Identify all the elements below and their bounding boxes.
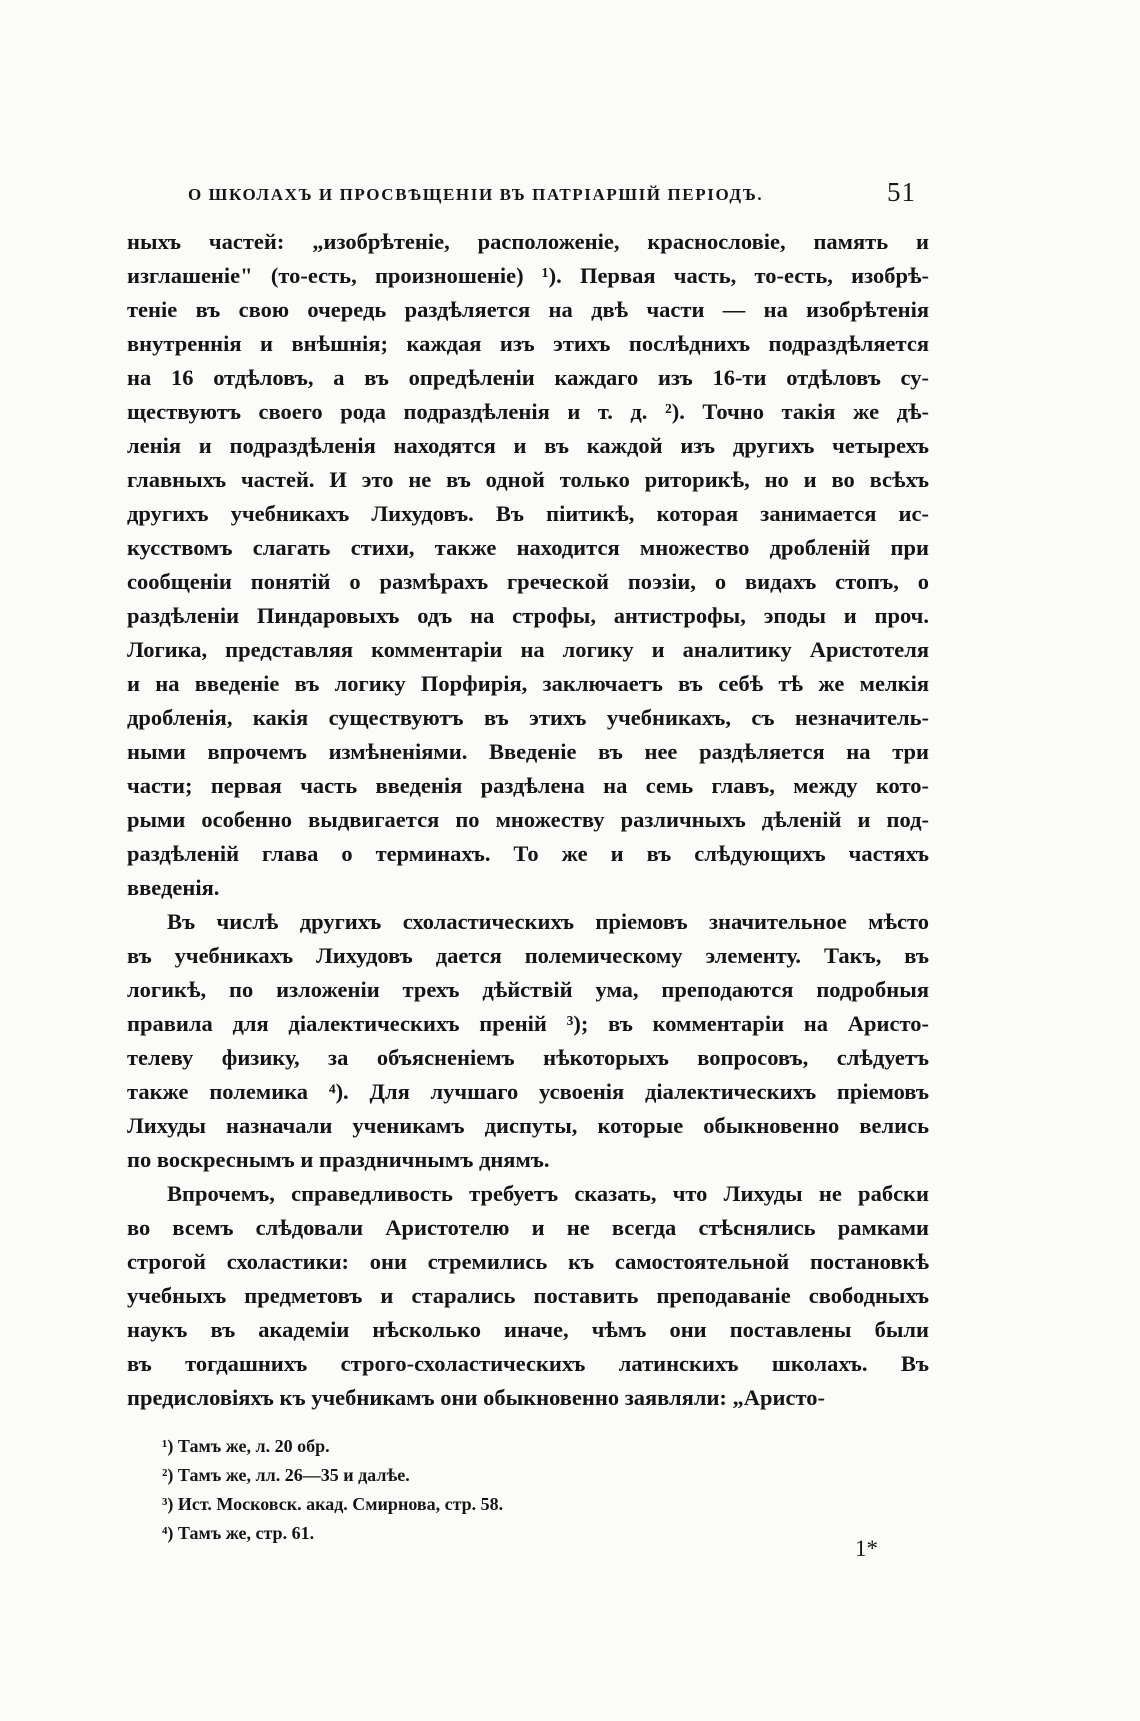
text-line: также полемика ⁴). Для лучшаго усвоенія діалектическихъ пріемовъ: [127, 1079, 929, 1104]
footnote-mark: ⁴): [162, 1523, 174, 1543]
text-line: телеву физику, за объясненіемъ нѣкоторыхъ вопросовъ, слѣдуетъ: [127, 1045, 929, 1070]
text-line: главныхъ частей. И это не въ одной только риторикѣ, но и во всѣхъ: [127, 467, 929, 492]
text-line: на 16 отдѣловъ, а въ опредѣленіи каждаго изъ 16-ти отдѣловъ су-: [127, 365, 929, 390]
text-line: правила для діалектическихъ преній ³); въ комментаріи на Аристо-: [127, 1011, 929, 1036]
text-line: ными впрочемъ измѣненіями. Введеніе въ нее раздѣляется на три: [127, 739, 929, 764]
text-line: и на введеніе въ логику Порфирія, заключаетъ въ себѣ тѣ же мелкія: [127, 671, 929, 696]
text-line: строгой схоластики: они стремились къ самостоятельной постановкѣ: [127, 1249, 929, 1274]
text-line: наукъ въ академіи нѣсколько иначе, чѣмъ они поставлены были: [127, 1317, 929, 1342]
running-head: О ШКОЛАХЪ И ПРОСВѢЩЕНІИ ВЪ ПАТРІАРШІЙ ПЕРІОДЪ.: [188, 185, 764, 204]
text-line: другихъ учебникахъ Лихудовъ. Въ піитикѣ, которая занимается ис-: [127, 501, 929, 526]
footnote: [162, 1519, 662, 1548]
text-line: ныхъ частей: „изобрѣтеніе, расположеніе, краснословіе, память и: [127, 229, 929, 254]
text-line: дробленія, какія существуютъ въ этихъ учебникахъ, съ незначитель-: [127, 705, 929, 730]
text-line: логикѣ, по изложеніи трехъ дѣйствій ума, преподаются подробныя: [127, 977, 929, 1002]
text-line: раздѣленій глава о терминахъ. То же и въ слѣдующихъ частяхъ: [127, 841, 929, 866]
signature-mark: 1*: [855, 1536, 878, 1561]
body-text: [127, 225, 929, 1415]
text-line: учебныхъ предметовъ и старались поставить преподаваніе свободныхъ: [127, 1283, 929, 1308]
footnote: [162, 1461, 662, 1490]
footnotes: [162, 1432, 662, 1548]
text-line: раздѣленіи Пиндаровыхъ одъ на строфы, антистрофы, эподы и проч.: [127, 603, 929, 628]
text-line: изглашеніе" (то-есть, произношеніе) ¹). Первая часть, то-есть, изобрѣ-: [127, 263, 929, 288]
text-line: во всемъ слѣдовали Аристотелю и не всегда стѣснялись рамками: [127, 1215, 929, 1240]
text-line: Логика, представляя комментаріи на логику и аналитику Аристотеля: [127, 637, 929, 662]
text-line: по воскреснымъ и праздничнымъ днямъ.: [127, 1147, 550, 1172]
footnote-text: Ист. Московск. акад. Смирнова, стр. 58.: [177, 1494, 504, 1514]
text-line: части; первая часть введенія раздѣлена на семь главъ, между кото-: [127, 773, 929, 798]
text-line: въ тогдашнихъ строго-схоластическихъ латинскихъ школахъ. Въ: [127, 1351, 929, 1376]
text-line: ществуютъ своего рода подраздѣленія и т. д. ²). Точно такія же дѣ-: [127, 399, 929, 424]
text-line: внутреннія и внѣшнія; каждая изъ этихъ послѣднихъ подраздѣляется: [127, 331, 929, 356]
text-line: Впрочемъ, справедливость требуетъ сказать, что Лихуды не рабски: [167, 1181, 929, 1206]
text-line: сообщеніи понятій о размѣрахъ греческой поэзіи, о видахъ стопъ, о: [127, 569, 929, 594]
page-number: 51: [887, 177, 916, 207]
text-line: предисловіяхъ къ учебникамъ они обыкновенно заявляли: „Аристо-: [127, 1385, 825, 1410]
text-line: кусствомъ слагать стихи, также находится множество дробленій при: [127, 535, 929, 560]
footnote: [162, 1490, 662, 1519]
page-header: [188, 177, 916, 217]
footnote-text: Тамъ же, л. 20 обр.: [177, 1436, 330, 1456]
footnote-mark: ³): [162, 1494, 174, 1514]
text-line: ленія и подраздѣленія находятся и въ каждой изъ другихъ четырехъ: [127, 433, 929, 458]
text-line: Лихуды назначали ученикамъ диспуты, которые обыкновенно велись: [127, 1113, 929, 1138]
text-line: рыми особенно выдвигается по множеству различныхъ дѣленій и под-: [127, 807, 929, 832]
footnote-mark: ²): [162, 1465, 174, 1485]
text-line: Въ числѣ другихъ схоластическихъ пріемовъ значительное мѣсто: [167, 909, 929, 934]
footnote-mark: ¹): [162, 1436, 174, 1456]
footnote-text: Тамъ же, лл. 26—35 и далѣе.: [177, 1465, 410, 1485]
text-line: въ учебникахъ Лихудовъ дается полемическому элементу. Такъ, въ: [127, 943, 929, 968]
footnote: [162, 1432, 662, 1461]
text-line: введенія.: [127, 875, 220, 900]
footnote-text: Тамъ же, стр. 61.: [177, 1523, 315, 1543]
text-line: теніе въ свою очередь раздѣляется на двѣ части — на изобрѣтенія: [127, 297, 929, 322]
